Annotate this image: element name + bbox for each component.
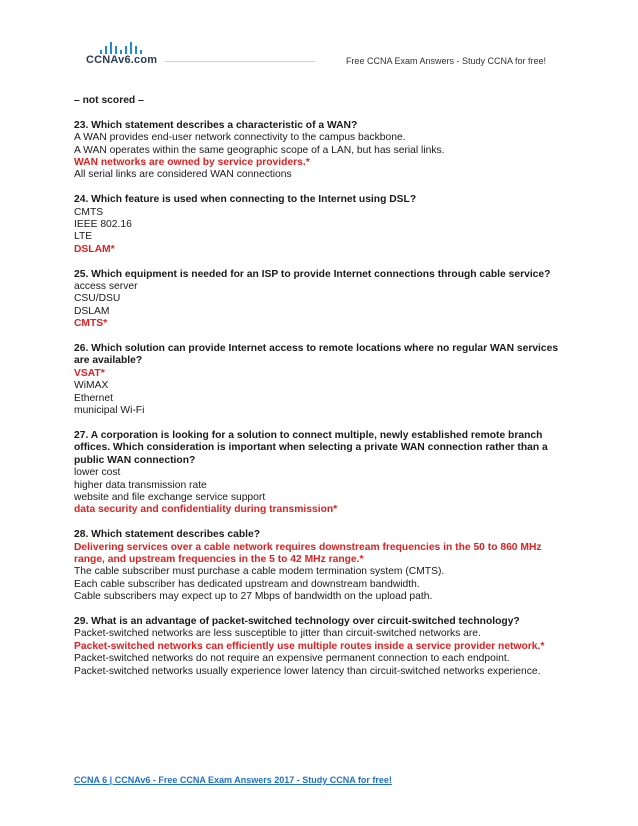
- answer-option: WiMAX: [74, 380, 109, 392]
- question-text: 29. What is an advantage of packet-switched technology over circuit-switched technology?: [74, 615, 520, 627]
- answer-option: CMTS: [74, 206, 104, 218]
- header-tagline: Free CCNA Exam Answers - Study CCNA for free!: [345, 56, 546, 66]
- question-block: [74, 120, 564, 182]
- answer-option: Packet-switched networks are less susceptible to jitter than circuit-switched networks are.: [74, 628, 481, 640]
- question-block: [74, 343, 564, 417]
- answer-option: Packet-switched networks usually experience lower latency than circuit-switched networks experience.: [74, 665, 541, 677]
- answer-option: The cable subscriber must purchase a cable modem termination system (CMTS).: [74, 566, 445, 578]
- question-block: [74, 269, 564, 331]
- answer-option: Ethernet: [74, 392, 113, 404]
- page-content: [74, 95, 564, 678]
- correct-answer-option: DSLAM*: [74, 243, 115, 255]
- question-text: 23. Which statement describes a characteristic of a WAN?: [74, 119, 358, 131]
- question-text: 26. Which solution can provide Internet access to remote locations where no regular WAN services are available?: [74, 343, 559, 367]
- answer-option: Cable subscribers may expect up to 27 Mbps of bandwidth on the upload path.: [74, 591, 433, 603]
- page-header: [0, 0, 638, 80]
- question-block: [74, 616, 564, 678]
- site-logo[interactable]: [86, 40, 156, 70]
- question-block: [74, 194, 564, 256]
- question-text: 27. A corporation is looking for a solution to connect multiple, newly established remote branch offices. Which consideration is important when selecting a private WAN connection rather than a public WAN connection?: [74, 429, 548, 466]
- question-text: 25. Which equipment is needed for an ISP to provide Internet connections through cable service?: [74, 268, 551, 280]
- not-scored-label: – not scored –: [74, 95, 144, 106]
- answer-option: A WAN provides end-user network connectivity to the campus backbone.: [74, 132, 406, 144]
- answer-option: A WAN operates within the same geographic scope of a LAN, but has serial links.: [74, 144, 445, 156]
- answer-option: DSLAM: [74, 305, 110, 317]
- correct-answer-option: WAN networks are owned by service providers.*: [74, 157, 310, 169]
- logo-text: CCNAv6.com: [86, 54, 158, 66]
- answer-option: website and file exchange service support: [74, 491, 266, 503]
- answer-option: lower cost: [74, 467, 121, 479]
- footer-link[interactable]: CCNA 6 | CCNAv6 - Free CCNA Exam Answers 2017 - Study CCNA for free!: [74, 775, 392, 785]
- answer-option: IEEE 802.16: [74, 219, 132, 231]
- question-block: [74, 529, 564, 603]
- answer-option: LTE: [74, 231, 93, 243]
- logo-bars-icon: [100, 40, 142, 54]
- correct-answer-option: CMTS*: [74, 318, 108, 330]
- answer-option: higher data transmission rate: [74, 479, 207, 491]
- question-block: [74, 430, 564, 517]
- question-text: 28. Which statement describes cable?: [74, 529, 260, 541]
- answer-option: Packet-switched networks do not require an expensive permanent connection to each endpoint.: [74, 653, 510, 665]
- header-divider: [165, 61, 315, 62]
- correct-answer-option: VSAT*: [74, 367, 105, 379]
- answer-option: Each cable subscriber has dedicated upstream and downstream bandwidth.: [74, 578, 420, 590]
- correct-answer-option: data security and confidentiality during transmission*: [74, 504, 338, 516]
- answer-option: municipal Wi-Fi: [74, 405, 145, 417]
- correct-answer-option: Packet-switched networks can efficiently use multiple routes inside a service provider network.*: [74, 640, 545, 652]
- question-text: 24. Which feature is used when connecting to the Internet using DSL?: [74, 194, 417, 206]
- answer-option: access server: [74, 281, 138, 293]
- answer-option: All serial links are considered WAN connections: [74, 169, 292, 181]
- correct-answer-option: Delivering services over a cable network requires downstream frequencies in the 50 to 860 MHz range, and upstream frequencies in the 5 to 42 MHz range.*: [74, 541, 542, 565]
- answer-option: CSU/DSU: [74, 293, 121, 305]
